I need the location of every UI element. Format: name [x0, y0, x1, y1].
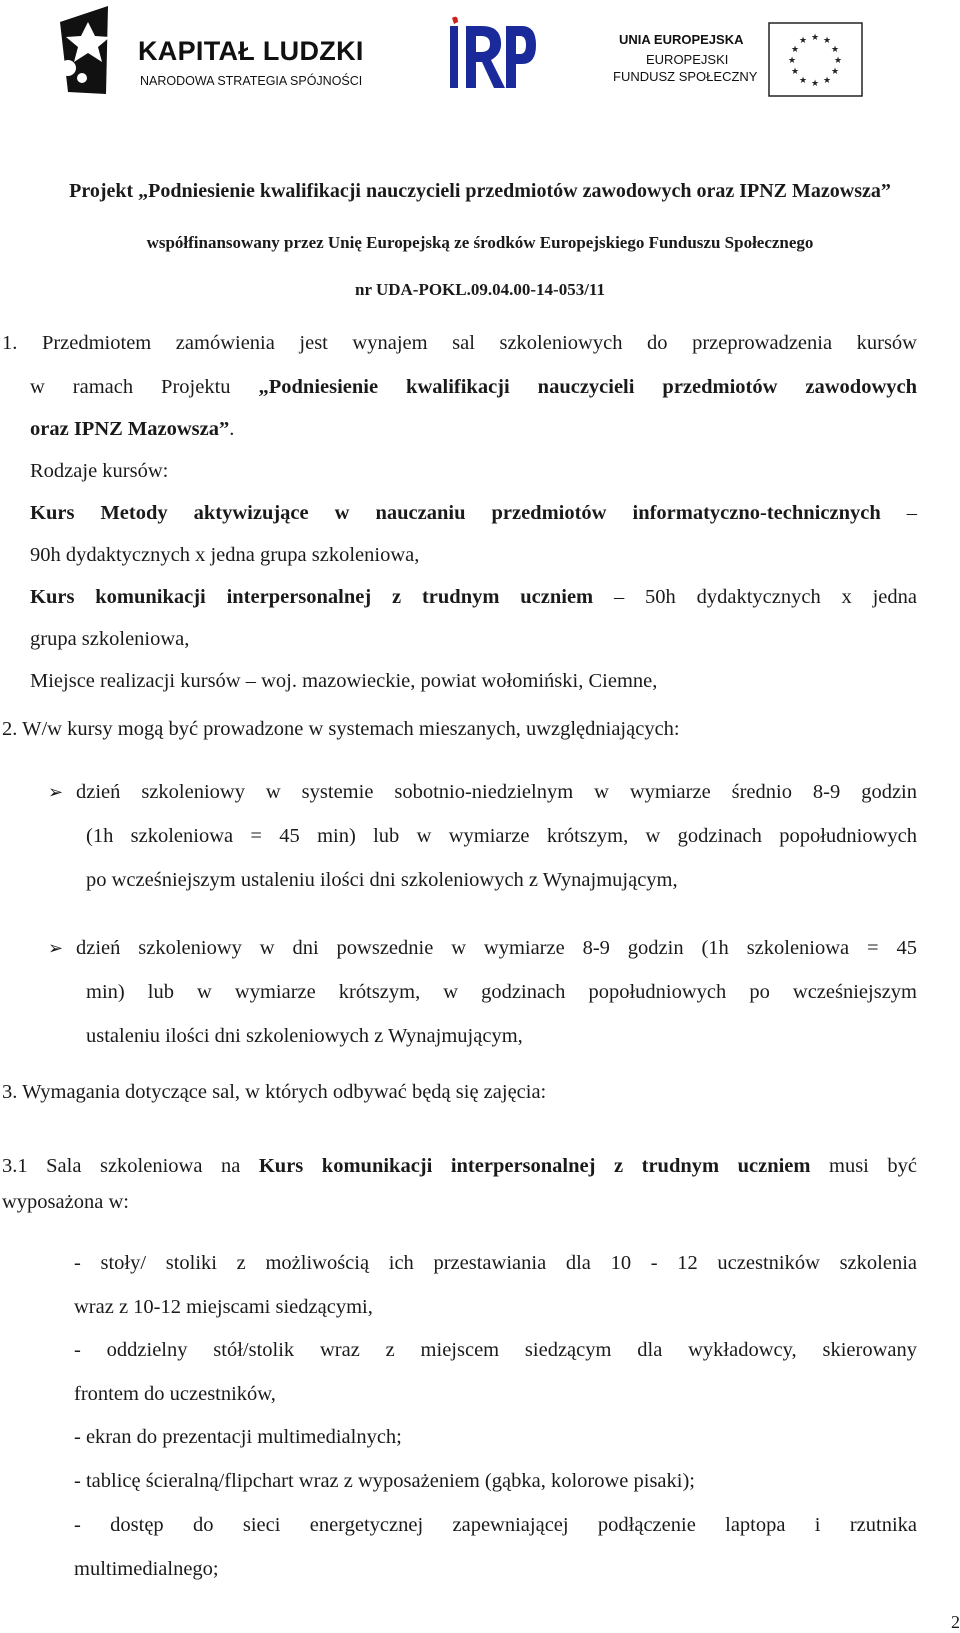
s2-bullet-2-line-3: ustaleniu ilości dni szkoleniowych z Wynajmującym, [86, 1025, 523, 1047]
svg-text:★: ★ [830, 67, 840, 77]
s1-line-1: 1. Przedmiotem zamówienia jest wynajem sal szkoleniowych do przeprowadzenia kursów [2, 332, 917, 354]
kapital-ludzki-emblem-icon [48, 4, 134, 96]
svg-text:★: ★ [810, 79, 820, 89]
course-1-dash: – [880, 502, 917, 524]
ue-logo [613, 22, 863, 102]
s2-bullet-2-line-2: min) lub w wymiarze krótszym, w godzinach popołudniowych po wcześniejszym [86, 981, 917, 1003]
course-types-label: Rodzaje kursów: [30, 460, 169, 482]
rp-emblem-icon [448, 16, 538, 98]
s31-suffix: musi być [810, 1155, 918, 1177]
s31-line-2: wyposażona w: [2, 1191, 129, 1213]
course-1-line [30, 502, 917, 525]
s1-line-3-period: . [229, 418, 235, 440]
svg-text:★: ★ [822, 36, 832, 46]
course-2-hours-cont: grupa szkoleniowa, [30, 628, 190, 650]
arrow-bullet-icon: ➢ [48, 782, 64, 803]
s31-line-1 [2, 1155, 917, 1178]
s1-line-3 [30, 418, 234, 441]
eu-flag-icon [768, 22, 863, 97]
page-number: 2 [951, 1612, 960, 1632]
svg-text:★: ★ [798, 76, 808, 86]
equipment-item-1-line-1: - stoły/ stoliki z możliwością ich przestawiania dla 10 - 12 uczestników szkolenia [74, 1252, 917, 1274]
equipment-item-1-line-2: wraz z 10-12 miejscami siedzącymi, [74, 1296, 373, 1318]
s2-bullet-1-line-3: po wcześniejszym ustaleniu ilości dni szkoleniowych z Wynajmującym, [86, 869, 678, 891]
svg-text:★: ★ [830, 45, 840, 55]
s1-project-name-2: oraz IPNZ Mazowsza” [30, 418, 230, 440]
svg-text:★: ★ [790, 45, 800, 55]
svg-text:★: ★ [810, 33, 820, 43]
equipment-item-2-line-2: frontem do uczestników, [74, 1383, 276, 1405]
s2-bullet-2-line-1: dzień szkoleniowy w dni powszednie w wymiarze 8-9 godzin (1h szkoleniowa = 45 [76, 937, 917, 959]
svg-text:★: ★ [822, 76, 832, 86]
kapital-ludzki-logo [48, 4, 378, 96]
ue-title: UNIA EUROPEJSKA [619, 32, 744, 47]
s1-line-2 [30, 376, 917, 399]
project-number: nr UDA-POKL.09.04.00-14-053/11 [355, 280, 605, 299]
s1-line-2-text: w ramach Projektu [30, 376, 259, 398]
s2-bullet-1-line-2: (1h szkoleniowa = 45 min) lub w wymiarze krótszym, w godzinach popołudniowych [86, 825, 917, 847]
course-2-name: Kurs komunikacji interpersonalnej z trudnym uczniem [30, 586, 594, 608]
s1-project-name-1: „Podniesienie kwalifikacji nauczycieli przedmiotów zawodowych [258, 376, 917, 398]
kapital-ludzki-subtitle: NARODOWA STRATEGIA SPÓJNOŚCI [140, 74, 363, 88]
course-location: Miejsce realizacji kursów – woj. mazowieckie, powiat wołomiński, Ciemne, [30, 670, 658, 692]
svg-text:★: ★ [787, 56, 797, 66]
equipment-item-5-line-2: multimedialnego; [74, 1558, 219, 1580]
ue-subtitle-2: FUNDUSZ SPOŁECZNY [613, 69, 758, 84]
svg-text:★: ★ [833, 56, 843, 66]
rp-logo [448, 16, 538, 98]
s2-bullet-1-line-1: dzień szkoleniowy w systemie sobotnio-niedzielnym w wymiarze średnio 8-9 godzin [76, 781, 917, 803]
cofinancing-note: współfinansowany przez Unię Europejską ze środków Europejskiego Funduszu Społecznego [146, 233, 814, 252]
svg-text:★: ★ [790, 67, 800, 77]
course-1-hours: 90h dydaktycznych x jedna grupa szkoleniowa, [30, 544, 420, 566]
equipment-item-4: - tablicę ścieralną/flipchart wraz z wyposażeniem (gąbka, kolorowe pisaki); [74, 1470, 695, 1492]
course-2-line [30, 586, 917, 609]
svg-text:★: ★ [798, 36, 808, 46]
ue-subtitle-1: EUROPEJSKI [646, 52, 729, 67]
s3-title: 3. Wymagania dotyczące sal, w których odbywać będą się zajęcia: [2, 1081, 547, 1103]
project-title: Projekt „Podniesienie kwalifikacji nauczycieli przedmiotów zawodowych oraz IPNZ Mazowsza” [69, 180, 891, 202]
kapital-ludzki-title: KAPITAŁ LUDZKI [138, 36, 364, 66]
arrow-bullet-icon: ➢ [48, 938, 64, 959]
s2-title: 2. W/w kursy mogą być prowadzone w systemach mieszanych, uwzględniających: [2, 718, 680, 740]
equipment-item-5-line-1: - dostęp do sieci energetycznej zapewniającej podłączenie laptopa i rzutnika [74, 1514, 917, 1536]
s31-course-name: Kurs komunikacji interpersonalnej z trudnym uczniem [258, 1155, 811, 1177]
logo-bar [0, 0, 960, 110]
course-2-hours: – 50h dydaktycznych x jedna [593, 586, 918, 608]
equipment-item-3: - ekran do prezentacji multimedialnych; [74, 1426, 402, 1448]
equipment-item-2-line-1: - oddzielny stół/stolik wraz z miejscem siedzącym dla wykładowcy, skierowany [74, 1339, 917, 1361]
course-1-name: Kurs Metody aktywizujące w nauczaniu przedmiotów informatyczno-technicznych [30, 502, 881, 524]
s31-prefix: 3.1 Sala szkoleniowa na [2, 1155, 259, 1177]
